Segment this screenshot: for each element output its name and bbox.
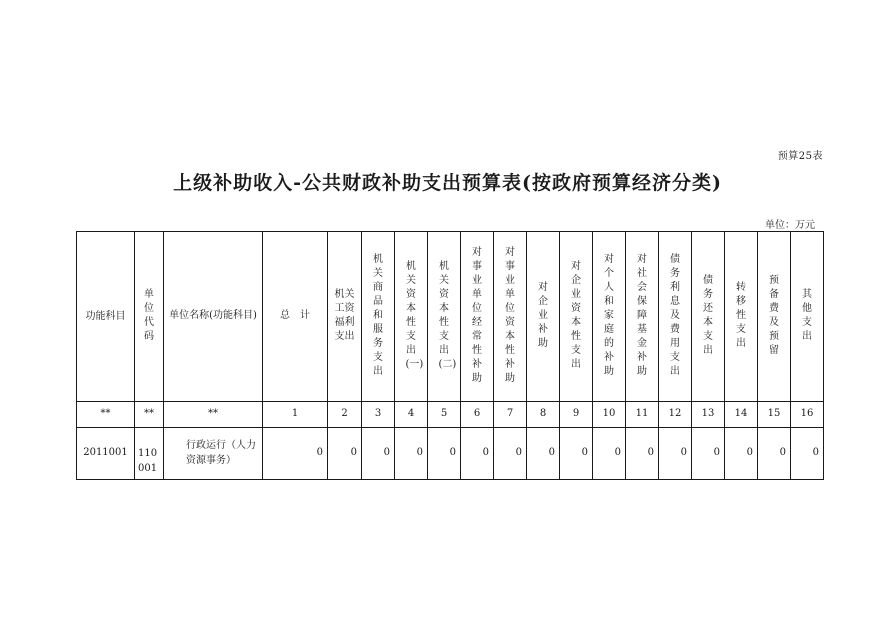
index-cell: 11 <box>626 402 659 428</box>
header-debt-principal: 债务还本支出 <box>692 232 725 402</box>
index-cell: 7 <box>494 402 527 428</box>
func-code-cell: 2011001 <box>77 428 135 480</box>
header-unit-code: 单位代码 <box>135 232 164 402</box>
header-transfer: 转移性支出 <box>725 232 758 402</box>
table-row <box>77 428 824 480</box>
index-cell: 9 <box>560 402 593 428</box>
value-cell: 0 <box>626 428 659 480</box>
index-cell: 1 <box>263 402 328 428</box>
unit-name-cell: 行政运行（人力资源事务） <box>164 428 263 480</box>
header-wages: 机关工资福利支出 <box>328 232 362 402</box>
header-enterprise-capital: 对企业资本性支出 <box>560 232 593 402</box>
value-cell: 0 <box>527 428 560 480</box>
value-cell: 0 <box>725 428 758 480</box>
index-row <box>77 402 824 428</box>
index-cell: 4 <box>395 402 428 428</box>
budget-table <box>76 231 824 480</box>
header-enterprise-subsidy: 对企业补助 <box>527 232 560 402</box>
index-cell: 16 <box>791 402 824 428</box>
value-cell: 0 <box>494 428 527 480</box>
index-cell: 10 <box>593 402 626 428</box>
header-other: 其他支出 <box>791 232 824 402</box>
index-cell: 5 <box>428 402 461 428</box>
header-reserve: 预备费及预留 <box>758 232 791 402</box>
index-cell: 6 <box>461 402 494 428</box>
index-cell: 2 <box>328 402 362 428</box>
unit-code-cell: 110001 <box>135 428 164 480</box>
value-cell: 0 <box>461 428 494 480</box>
header-func-subject: 功能科目 <box>77 232 135 402</box>
value-cell: 0 <box>362 428 395 480</box>
index-cell: ** <box>164 402 263 428</box>
page-title: 上级补助收入-公共财政补助支出预算表(按政府预算经济分类) <box>173 172 722 194</box>
value-cell: 0 <box>395 428 428 480</box>
value-cell: 0 <box>560 428 593 480</box>
value-cell: 0 <box>328 428 362 480</box>
header-inst-capital-subsidy: 对事业单位资本性补助 <box>494 232 527 402</box>
index-cell: 14 <box>725 402 758 428</box>
form-number: 预算25表 <box>777 151 823 162</box>
index-cell: 8 <box>527 402 560 428</box>
index-cell: 12 <box>659 402 692 428</box>
unit-label: 单位：万元 <box>765 220 815 231</box>
value-cell: 0 <box>428 428 461 480</box>
header-goods-services: 机关商品和服务支出 <box>362 232 395 402</box>
index-cell: 3 <box>362 402 395 428</box>
header-capital-1: 机关资本性支出(一) <box>395 232 428 402</box>
header-unit-name: 单位名称(功能科目) <box>164 232 263 402</box>
value-cell: 0 <box>758 428 791 480</box>
index-cell: ** <box>77 402 135 428</box>
header-social-security: 对社会保障基金补助 <box>626 232 659 402</box>
value-cell: 0 <box>692 428 725 480</box>
index-cell: 15 <box>758 402 791 428</box>
value-cell: 0 <box>659 428 692 480</box>
index-cell: 13 <box>692 402 725 428</box>
header-debt-interest: 债务利息及费用支出 <box>659 232 692 402</box>
value-cell: 0 <box>593 428 626 480</box>
index-cell: ** <box>135 402 164 428</box>
header-capital-2: 机关资本性支出(二) <box>428 232 461 402</box>
value-cell: 0 <box>791 428 824 480</box>
header-total: 总 计 <box>263 232 328 402</box>
header-household-subsidy: 对个人和家庭的补助 <box>593 232 626 402</box>
header-inst-regular-subsidy: 对事业单位经常性补助 <box>461 232 494 402</box>
value-cell-total: 0 <box>263 428 328 480</box>
